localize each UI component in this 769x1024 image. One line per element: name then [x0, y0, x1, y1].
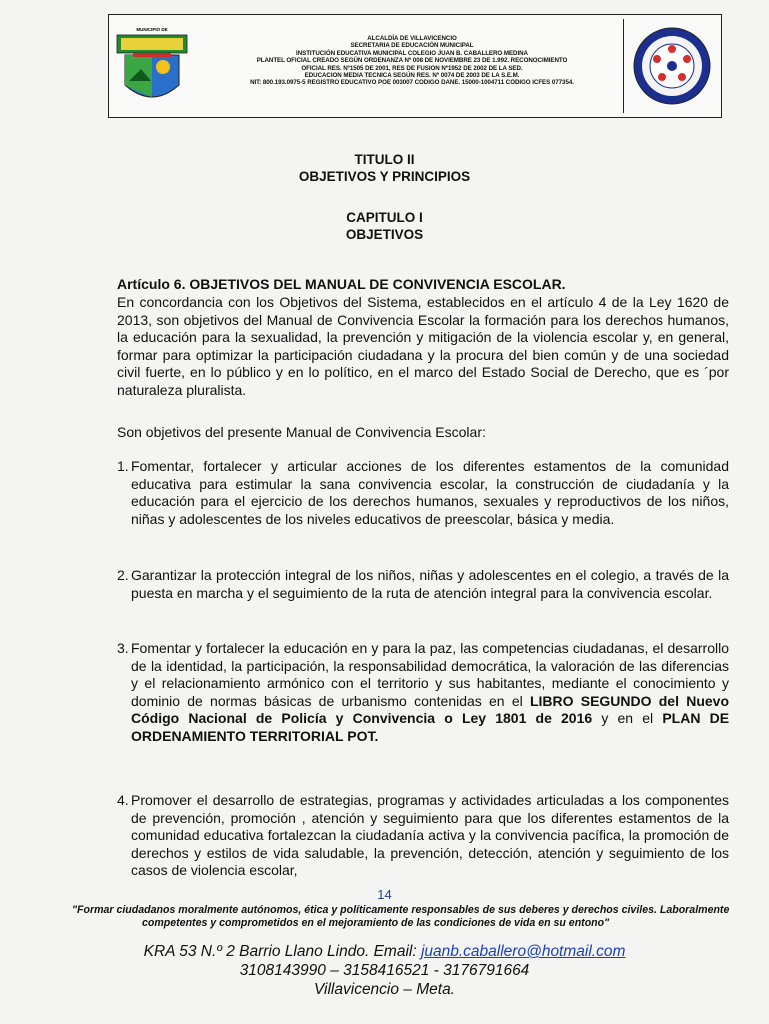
letterhead-text: [197, 35, 627, 87]
item-text: Fomentar, fortalecer y articular acciones de los diferentes estamentos de la comunidad educativa para estimular la sana convivencia escolar, la construcción de ciudadanía y la educación para el ejercicio de los derechos humanos, sexuales y reproductivos de los niños, niñas y adolescentes de los niveles educativos de preescolar, básica y media.: [131, 458, 729, 527]
motto-line: competentes y comprometidos en el mejoramiento de las condiciones de vida en su entono": [142, 917, 610, 929]
institution-motto: [72, 904, 769, 930]
page-number: 14: [377, 887, 392, 902]
item-bold-reference: PLAN DE ORDENAMIENTO TERRITORIAL POT.: [131, 710, 730, 744]
header-line: ALCALDÍA DE VILLAVICENCIO: [367, 35, 457, 42]
item-text: Promover el desarrollo de estrategias, programas y actividades articuladas a los componentes de prevención, promoción , atención y seguimiento para que los diferentes estamentos de la comunidad educativa fortalezcan la ciudadanía activa y la convivencia pacífica, la promoción de derechos y estilos de vida saludable, la prevención, detección, atención y seguimiento de los casos de violencia escolar,: [131, 792, 729, 879]
titulo-subtitle: OBJETIVOS Y PRINCIPIOS: [298, 169, 471, 184]
address-text: KRA 53 N.º 2 Barrio Llano Lindo. Email:: [143, 943, 417, 960]
item-text-part: y en el: [601, 710, 654, 727]
phone-numbers: 3108143990 – 3158416521 - 3176791664: [239, 962, 530, 979]
item-number: 2.: [117, 567, 129, 583]
capitulo-subtitle: OBJETIVOS: [345, 227, 424, 242]
left-logo-caption: MUNICIPIO DE: [136, 27, 168, 32]
city-line: Villavicencio – Meta.: [313, 981, 455, 998]
motto-line: "Formar ciudadanos moralmente autónomos, ética y políticamente responsables de sus deberes y derechos civiles. Laboralmente: [72, 904, 730, 916]
item-number: 1.: [117, 458, 129, 474]
item-text: Garantizar la protección integral de los niños, niñas y adolescentes en el colegio, a través de la puesta en marcha y el seguimiento de la ruta de atención integral para la convivencia escolar.: [131, 567, 729, 601]
chapter-heading: [0, 209, 769, 243]
letterhead: [108, 14, 722, 118]
address-line: [0, 942, 769, 961]
municipality-shield-logo: [115, 25, 189, 109]
header-line: SECRETARIA DE EDUCACIÓN MUNICIPAL: [350, 42, 474, 50]
item-number: 4.: [117, 792, 129, 808]
item-text-part: Fomentar y fortalecer la educación en y para la paz, las competencias ciudadanas, el desarrollo de la identidad, la participación, la responsabilidad democrática, la valoración de las diferencias y el relacionamiento armónico con el territorio y sus habitantes, mediante el conocimiento y dominio de normas básicas de urbanismo contenidas en el: [131, 640, 729, 709]
header-line: EDUCACION MEDIA TECNICA SEGÚN RES. Nº 0074 DE 2003 DE LA S.E.M.: [304, 72, 520, 80]
header-line: INSTITUCIÓN EDUCATIVA MUNICIPAL COLEGIO JUAN B. CABALLERO MEDINA: [296, 49, 528, 57]
header-line: PLANTEL OFICIAL CREADO SEGÚN ORDENANZA Nº 008 DE NOVIEMBRE 23 DE 1.992. RECONOCIMIENTO: [256, 57, 568, 65]
article-heading: Artículo 6. OBJETIVOS DEL MANUAL DE CONVIVENCIA ESCOLAR.: [117, 276, 566, 292]
item-number: 3.: [117, 640, 129, 656]
header-line: NIT: 800.193.0975-5 REGISTRO EDUCATIVO POE 003007 CODIGO DANE. 15000-1004711 CODIGO ICFES 077354.: [250, 79, 574, 87]
item-text: [131, 640, 729, 746]
email-link[interactable]: juanb.caballero@hotmail.com: [420, 943, 626, 960]
contact-footer: [0, 942, 769, 999]
titulo: TITULO II: [354, 152, 415, 167]
capitulo: CAPITULO I: [346, 210, 423, 225]
title-heading: [0, 151, 769, 185]
school-seal-logo: [623, 19, 717, 113]
article-intro: En concordancia con los Objetivos del Sistema, establecidos en el artículo 4 de la Ley 1620 de 2013, son objetivos del Manual de Convivencia Escolar la formación para los derechos humanos, la educación para la sexualidad, la prevención y mitigación de la violencia escolar y, en general, formar para optimizar la participación ciudadana y la procura del bien común y de una sociedad civil fuerte, en lo público y en lo político, en el marco del Estado Social de Derecho, que es ´por naturaleza pluralista.: [117, 294, 729, 398]
item-bold-reference: LIBRO SEGUNDO del Nuevo Código Nacional de Policía y Convivencia o Ley 1801 de 2016: [131, 692, 729, 727]
objectives-lead: Son objetivos del presente Manual de Convivencia Escolar:: [117, 424, 486, 440]
header-line: OFICIAL RES. Nº1505 DE 2001, RES DE FUSION Nº1952 DE 2002 DE LA SED.: [301, 64, 523, 72]
